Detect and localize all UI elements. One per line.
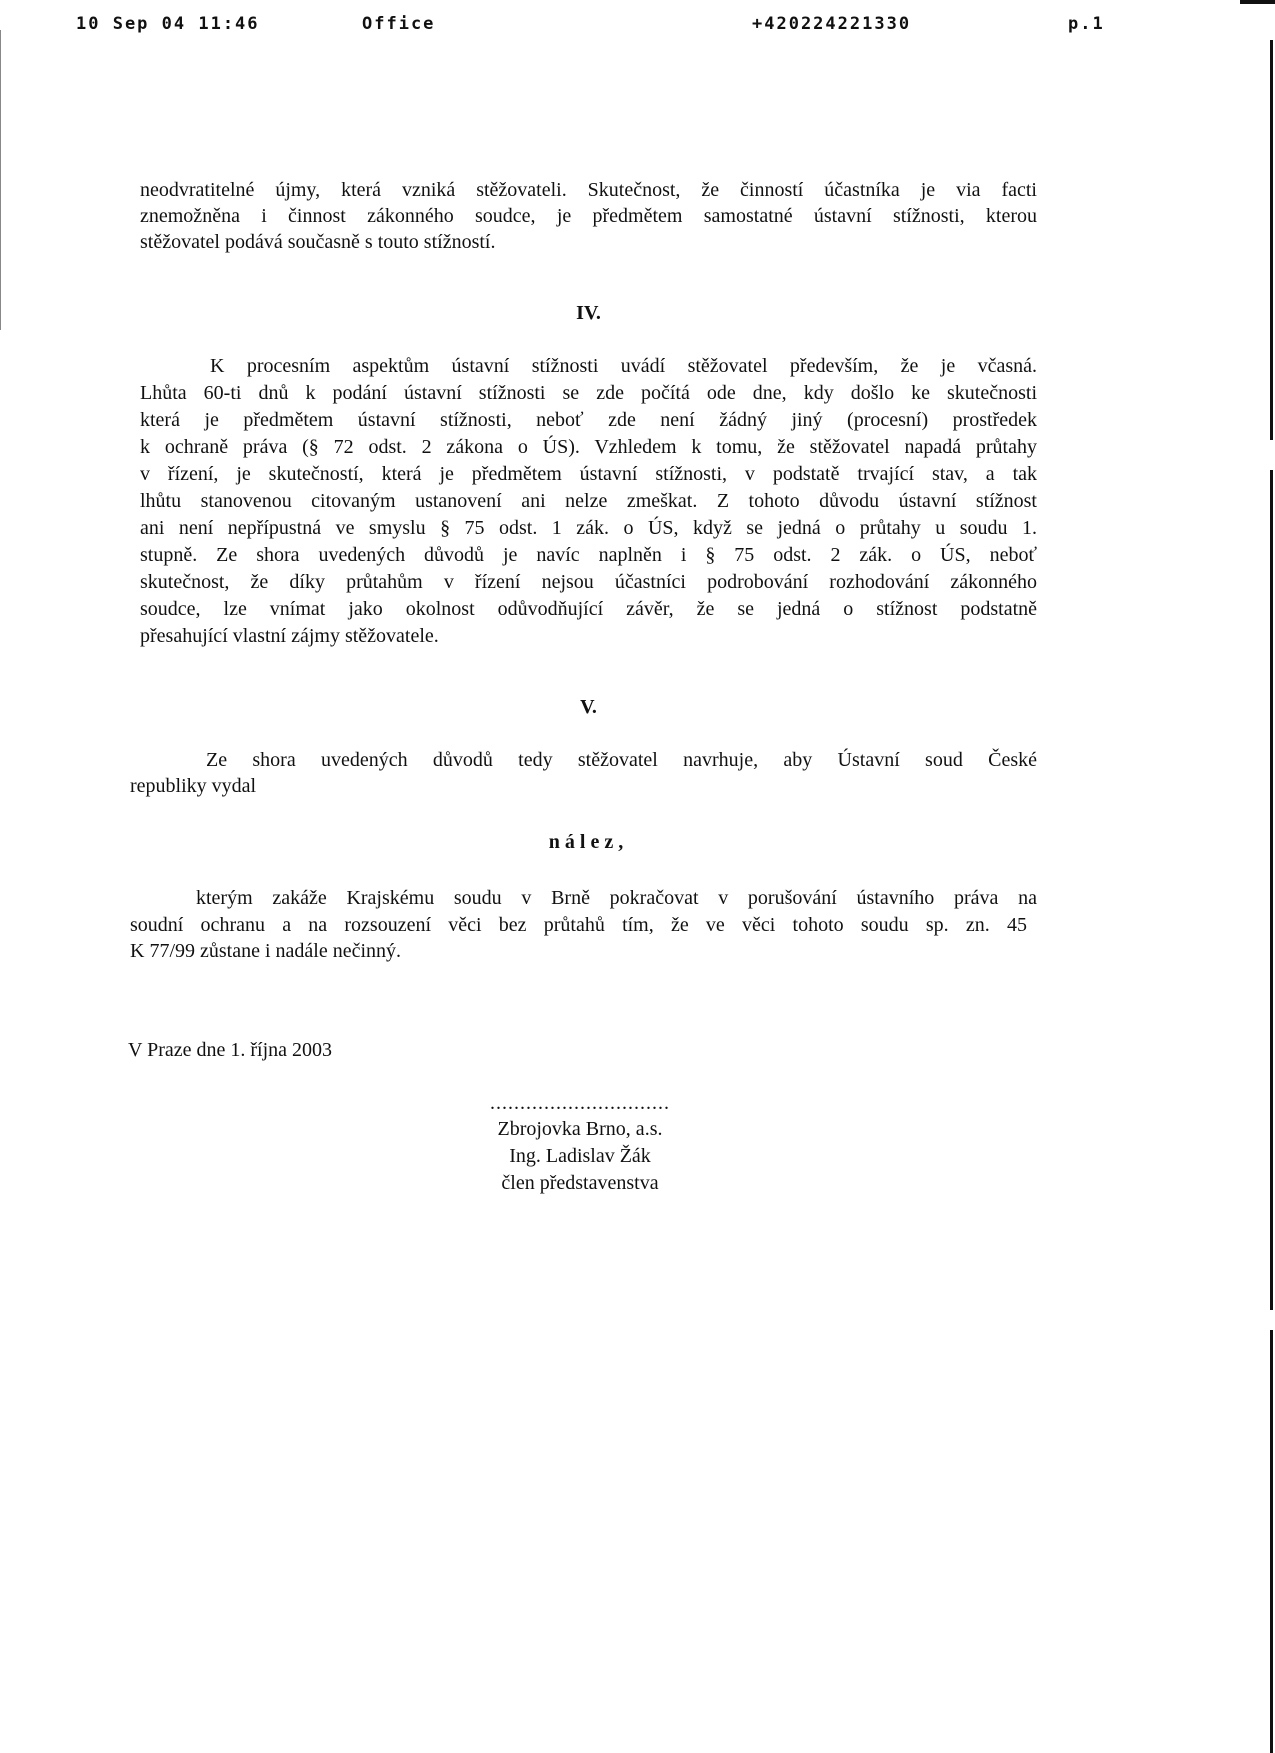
text-line: v řízení, je skutečností, která je předmětem ústavní stížnosti, v podstatě trvající stav, a tak <box>140 463 1037 485</box>
text-line: Ze shora uvedených důvodů tedy stěžovatel navrhuje, aby Ústavní soud České <box>206 749 1037 771</box>
signature-line: .............................. <box>490 1092 670 1114</box>
text-line: K 77/99 zůstane i nadále nečinný. <box>130 940 402 962</box>
text-line: neodvratitelné újmy, která vzniká stěžovateli. Skutečnost, že činností účastníka je via facti <box>140 179 1037 201</box>
fax-phone: +420224221330 <box>752 14 912 34</box>
signature-name: Ing. Ladislav Žák <box>509 1145 651 1167</box>
signature-role: člen představenstva <box>501 1172 659 1194</box>
text-line: přesahující vlastní zájmy stěžovatele. <box>140 625 439 647</box>
section-heading-v: V. <box>580 696 597 718</box>
text-line: skutečnost, že díky průtahům v řízení nejsou účastníci podrobování rozhodování zákonného <box>140 571 1037 593</box>
fax-page: p.1 <box>1068 14 1105 34</box>
verdict-heading: nález, <box>548 831 629 853</box>
scan-edge-mark <box>1270 1330 1273 1753</box>
text-line: znemožněna i činnost zákonného soudce, je předmětem samostatné ústavní stížnosti, kterou <box>140 205 1037 227</box>
scan-edge-mark <box>0 30 1 330</box>
section-heading-iv: IV. <box>576 302 601 324</box>
text-line: ani není nepřípustná ve smyslu § 75 odst. 1 zák. o ÚS, když se jedná o průtahy u soudu 1. <box>140 517 1037 539</box>
place-date: V Praze dne 1. října 2003 <box>128 1039 333 1061</box>
text-line: která je předmětem ústavní stížnosti, neboť zde není žádný jiný (procesní) prostředek <box>140 409 1037 431</box>
text-line: stěžovatel podává současně s touto stížností. <box>140 231 496 253</box>
text-line: soudní ochranu a na rozsouzení věci bez průtahů tím, že ve věci tohoto soudu sp. zn. 45 <box>130 914 1027 936</box>
text-line: k ochraně práva (§ 72 odst. 2 zákona o ÚS). Vzhledem k tomu, že stěžovatel napadá průtahy <box>140 436 1037 458</box>
text-line: republiky vydal <box>130 775 257 797</box>
fax-sender: Office <box>362 14 436 34</box>
text-line: lhůtu stanovenou citovaným ustanovení ani nelze zmeškat. Z tohoto důvodu ústavní stížnost <box>140 490 1037 512</box>
text-line: K procesním aspektům ústavní stížnosti uvádí stěžovatel především, že je včasná. <box>210 355 1037 377</box>
signature-company: Zbrojovka Brno, a.s. <box>497 1118 663 1140</box>
scan-edge-mark <box>1270 470 1273 1310</box>
text-line: Lhůta 60-ti dnů k podání ústavní stížnosti se zde počítá ode dne, kdy došlo ke skutečnosti <box>140 382 1037 404</box>
scan-edge-mark <box>1240 0 1275 4</box>
fax-datetime: 10 Sep 04 11:46 <box>76 14 260 34</box>
text-line: stupně. Ze shora uvedených důvodů je navíc naplněn i § 75 odst. 2 zák. o ÚS, neboť <box>140 544 1037 566</box>
scan-edge-mark <box>1270 40 1273 440</box>
text-line: kterým zakáže Krajskému soudu v Brně pokračovat v porušování ústavního práva na <box>196 887 1037 909</box>
text-line: soudce, lze vnímat jako okolnost odůvodňující závěr, že se jedná o stížnost podstatně <box>140 598 1037 620</box>
